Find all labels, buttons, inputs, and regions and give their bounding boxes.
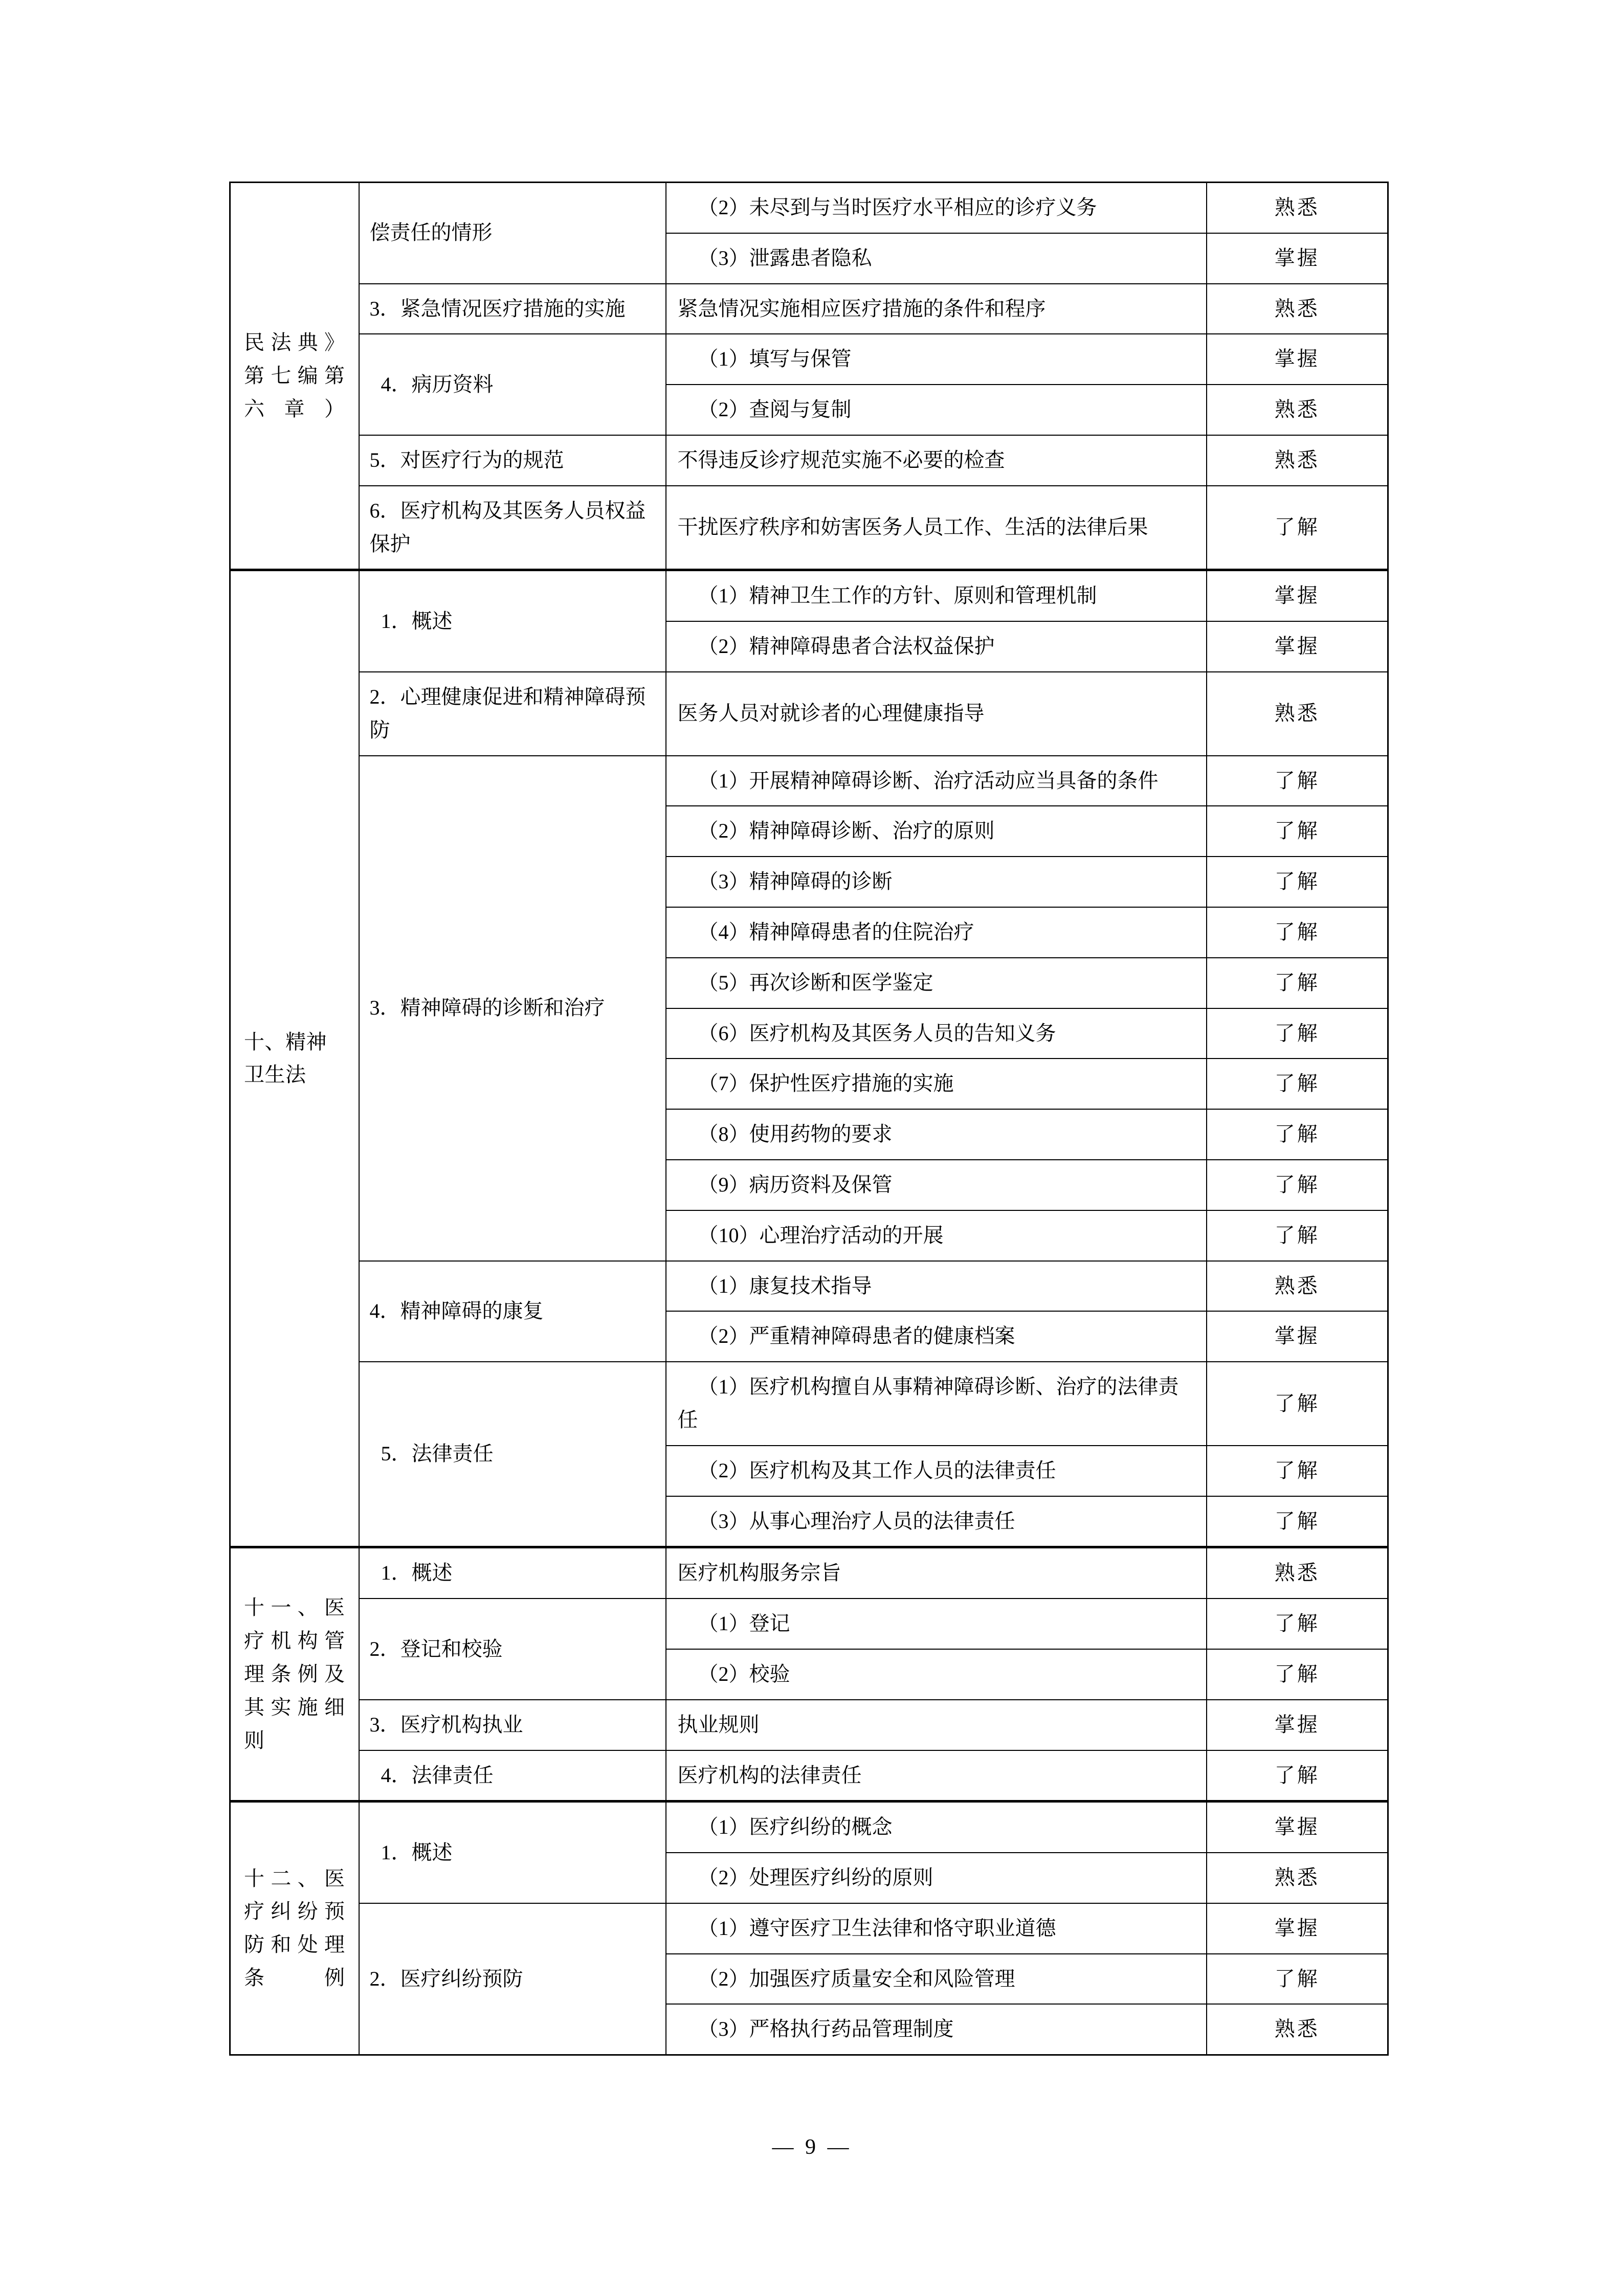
- detail-text: （3）精神障碍的诊断: [698, 870, 893, 893]
- topic-cell: [359, 435, 666, 486]
- detail-text: （2）未尽到与当时医疗水平相应的诊疗义务: [698, 196, 1097, 219]
- requirement-level-cell: [1207, 1261, 1388, 1312]
- table-row: [230, 756, 1388, 806]
- table-row: [230, 334, 1388, 385]
- law-section-label: 民法典》第七编第六章）: [244, 330, 345, 420]
- topic-cell: [359, 334, 666, 435]
- detail-cell: [666, 183, 1207, 233]
- detail-cell: [666, 1649, 1207, 1700]
- topic-label: 2．心理健康促进和精神障碍预防: [369, 685, 646, 741]
- table-row: [230, 570, 1388, 621]
- detail-cell: [666, 621, 1207, 672]
- requirement-level-label: 了解: [1274, 1612, 1320, 1635]
- law-section-cell: [230, 183, 359, 570]
- requirement-level-label: 了解: [1274, 1223, 1320, 1247]
- detail-text: （9）病历资料及保管: [698, 1173, 893, 1196]
- requirement-level-cell: [1207, 907, 1388, 958]
- detail-cell: [666, 1362, 1207, 1446]
- requirement-level-cell: [1207, 1802, 1388, 1853]
- syllabus-table-wrapper: [229, 182, 1387, 2056]
- topic-label: 3．医疗机构执业: [369, 1713, 523, 1736]
- requirement-level-cell: [1207, 486, 1388, 570]
- requirement-level-label: 熟悉: [1274, 196, 1320, 219]
- requirement-level-cell: [1207, 2004, 1388, 2055]
- detail-text: 干扰医疗秩序和妨害医务人员工作、生活的法律后果: [677, 515, 1148, 539]
- detail-text: 执业规则: [677, 1713, 760, 1736]
- table-row: [230, 1700, 1388, 1750]
- detail-cell: [666, 233, 1207, 284]
- requirement-level-label: 了解: [1274, 1967, 1320, 1990]
- detail-text: 医疗机构服务宗旨: [677, 1561, 841, 1585]
- requirement-level-cell: [1207, 1547, 1388, 1599]
- requirement-level-label: 熟悉: [1274, 1866, 1320, 1889]
- table-row: [230, 284, 1388, 334]
- requirement-level-label: 熟悉: [1274, 702, 1320, 725]
- topic-cell: [359, 1547, 666, 1599]
- requirement-level-label: 熟悉: [1274, 297, 1320, 320]
- requirement-level-cell: [1207, 806, 1388, 857]
- detail-text: （6）医疗机构及其医务人员的告知义务: [698, 1021, 1056, 1045]
- topic-label: 偿责任的情形: [369, 221, 493, 244]
- detail-text: （3）从事心理治疗人员的法律责任: [698, 1509, 1015, 1533]
- requirement-level-cell: [1207, 1649, 1388, 1700]
- detail-text: 紧急情况实施相应医疗措施的条件和程序: [677, 297, 1046, 320]
- topic-cell: [359, 1599, 666, 1700]
- requirement-level-cell: [1207, 1109, 1388, 1160]
- topic-cell: [359, 1750, 666, 1802]
- table-row: [230, 1750, 1388, 1802]
- page-number: — 9 —: [772, 2135, 852, 2159]
- detail-text: （2）精神障碍诊断、治疗的原则: [698, 819, 995, 843]
- detail-text: （5）再次诊断和医学鉴定: [698, 971, 933, 994]
- requirement-level-label: 了解: [1274, 1122, 1320, 1146]
- topic-cell: [359, 672, 666, 756]
- syllabus-table: [229, 182, 1389, 2056]
- detail-text: （1）开展精神障碍诊断、治疗活动应当具备的条件: [698, 769, 1159, 792]
- requirement-level-label: 了解: [1274, 1458, 1320, 1482]
- topic-label: 2．医疗纠纷预防: [369, 1967, 523, 1990]
- requirement-level-cell: [1207, 1362, 1388, 1446]
- table-row: [230, 672, 1388, 756]
- detail-text: （3）泄露患者隐私: [698, 246, 872, 269]
- detail-text: （1）医疗纠纷的概念: [698, 1815, 893, 1839]
- requirement-level-label: 熟悉: [1274, 1561, 1320, 1585]
- requirement-level-label: 了解: [1274, 870, 1320, 893]
- topic-cell: [359, 1700, 666, 1750]
- detail-cell: [666, 1700, 1207, 1750]
- requirement-level-label: 掌握: [1274, 584, 1320, 607]
- detail-cell: [666, 806, 1207, 857]
- detail-cell: [666, 1903, 1207, 1954]
- requirement-level-cell: [1207, 1008, 1388, 1059]
- topic-label: 2．登记和校验: [369, 1637, 503, 1660]
- requirement-level-label: 了解: [1274, 819, 1320, 843]
- topic-label: 4．精神障碍的康复: [369, 1299, 544, 1322]
- requirement-level-label: 掌握: [1274, 1815, 1320, 1839]
- topic-label: 4．病历资料: [381, 372, 494, 396]
- requirement-level-label: 掌握: [1274, 347, 1320, 371]
- requirement-level-label: 了解: [1274, 1391, 1320, 1415]
- detail-text: （2）加强医疗质量安全和风险管理: [698, 1967, 1015, 1990]
- detail-cell: [666, 1008, 1207, 1059]
- detail-cell: [666, 672, 1207, 756]
- requirement-level-label: 熟悉: [1274, 2017, 1320, 2041]
- detail-cell: [666, 284, 1207, 334]
- detail-text: （2）医疗机构及其工作人员的法律责任: [698, 1458, 1056, 1482]
- detail-text: 医疗机构的法律责任: [677, 1763, 862, 1787]
- table-row: [230, 1362, 1388, 1446]
- detail-cell: [666, 570, 1207, 621]
- requirement-level-label: 掌握: [1274, 246, 1320, 269]
- requirement-level-cell: [1207, 1496, 1388, 1547]
- requirement-level-label: 了解: [1274, 1509, 1320, 1533]
- requirement-level-label: 了解: [1274, 1763, 1320, 1787]
- requirement-level-label: 了解: [1274, 515, 1320, 539]
- law-section-cell: [230, 570, 359, 1547]
- detail-text: （1）登记: [698, 1612, 790, 1635]
- detail-text: （7）保护性医疗措施的实施: [698, 1072, 954, 1095]
- requirement-level-cell: [1207, 1446, 1388, 1496]
- requirement-level-label: 熟悉: [1274, 1274, 1320, 1297]
- table-row: [230, 1261, 1388, 1312]
- requirement-level-cell: [1207, 435, 1388, 486]
- topic-cell: [359, 1903, 666, 2055]
- requirement-level-label: 熟悉: [1274, 398, 1320, 421]
- table-row: [230, 1903, 1388, 1954]
- requirement-level-cell: [1207, 1210, 1388, 1261]
- law-section-cell: [230, 1547, 359, 1802]
- topic-cell: [359, 756, 666, 1261]
- topic-label: 3．紧急情况医疗措施的实施: [369, 297, 626, 320]
- detail-text: 不得违反诊疗规范实施不必要的检查: [677, 448, 1005, 471]
- requirement-level-cell: [1207, 1853, 1388, 1903]
- detail-cell: [666, 1109, 1207, 1160]
- detail-text: （2）校验: [698, 1662, 790, 1685]
- requirement-level-cell: [1207, 570, 1388, 621]
- detail-text: （1）康复技术指导: [698, 1274, 872, 1297]
- detail-cell: [666, 1261, 1207, 1312]
- requirement-level-cell: [1207, 1059, 1388, 1109]
- requirement-level-cell: [1207, 183, 1388, 233]
- law-section-label: 十二、医疗纠纷预防和处理条例: [244, 1866, 345, 1990]
- topic-label: 3．精神障碍的诊断和治疗: [369, 996, 605, 1020]
- table-row: [230, 1599, 1388, 1649]
- requirement-level-cell: [1207, 756, 1388, 806]
- detail-text: （8）使用药物的要求: [698, 1122, 893, 1146]
- detail-text: （1）医疗机构擅自从事精神障碍诊断、治疗的法律责任: [677, 1375, 1179, 1431]
- topic-label: 1．概述: [381, 609, 453, 633]
- requirement-level-label: 了解: [1274, 1662, 1320, 1685]
- detail-cell: [666, 1496, 1207, 1547]
- detail-text: （1）填写与保管: [698, 347, 852, 371]
- requirement-level-label: 了解: [1274, 769, 1320, 792]
- requirement-level-label: 了解: [1274, 920, 1320, 943]
- requirement-level-cell: [1207, 1700, 1388, 1750]
- table-row: [230, 486, 1388, 570]
- detail-cell: [666, 756, 1207, 806]
- requirement-level-label: 掌握: [1274, 1324, 1320, 1348]
- detail-text: （2）处理医疗纠纷的原则: [698, 1866, 933, 1889]
- detail-text: （2）精神障碍患者合法权益保护: [698, 635, 995, 658]
- detail-cell: [666, 1954, 1207, 2005]
- topic-cell: [359, 486, 666, 570]
- requirement-level-cell: [1207, 1160, 1388, 1210]
- detail-cell: [666, 334, 1207, 385]
- requirement-level-cell: [1207, 1599, 1388, 1649]
- topic-cell: [359, 1261, 666, 1362]
- topic-cell: [359, 1362, 666, 1547]
- detail-text: （2）严重精神障碍患者的健康档案: [698, 1324, 1015, 1348]
- law-section-cell: [230, 1802, 359, 2055]
- law-section-label: 十一、医疗机构管理条例及其实施细则: [244, 1596, 345, 1752]
- detail-text: （1）精神卫生工作的方针、原则和管理机制: [698, 584, 1097, 607]
- topic-label: 6．医疗机构及其医务人员权益保护: [369, 499, 646, 555]
- table-row: [230, 1802, 1388, 1853]
- topic-label: 1．概述: [381, 1561, 453, 1585]
- requirement-level-label: 了解: [1274, 1072, 1320, 1095]
- detail-text: （3）严格执行药品管理制度: [698, 2017, 954, 2041]
- topic-label: 4．法律责任: [381, 1763, 494, 1787]
- detail-cell: [666, 907, 1207, 958]
- detail-cell: [666, 857, 1207, 907]
- detail-cell: [666, 1750, 1207, 1802]
- requirement-level-cell: [1207, 672, 1388, 756]
- topic-cell: [359, 1802, 666, 1903]
- detail-cell: [666, 1802, 1207, 1853]
- topic-cell: [359, 284, 666, 334]
- requirement-level-label: 掌握: [1274, 1916, 1320, 1940]
- requirement-level-cell: [1207, 1954, 1388, 2005]
- requirement-level-cell: [1207, 1750, 1388, 1802]
- requirement-level-cell: [1207, 621, 1388, 672]
- detail-text: （10）心理治疗活动的开展: [698, 1223, 944, 1247]
- detail-cell: [666, 2004, 1207, 2055]
- requirement-level-label: 了解: [1274, 1173, 1320, 1196]
- requirement-level-cell: [1207, 334, 1388, 385]
- requirement-level-cell: [1207, 385, 1388, 435]
- topic-cell: [359, 570, 666, 672]
- syllabus-table-body: [230, 183, 1388, 2055]
- detail-text: （1）遵守医疗卫生法律和恪守职业道德: [698, 1916, 1056, 1940]
- detail-cell: [666, 1311, 1207, 1362]
- topic-label: 5．对医疗行为的规范: [369, 448, 564, 471]
- detail-cell: [666, 1160, 1207, 1210]
- table-row: [230, 1547, 1388, 1599]
- topic-cell: [359, 183, 666, 284]
- requirement-level-label: 掌握: [1274, 1713, 1320, 1736]
- table-row: [230, 183, 1388, 233]
- requirement-level-label: 掌握: [1274, 635, 1320, 658]
- law-section-label: 十、精神卫生法: [244, 1030, 327, 1087]
- detail-cell: [666, 958, 1207, 1008]
- detail-text: 医务人员对就诊者的心理健康指导: [677, 702, 985, 725]
- detail-cell: [666, 486, 1207, 570]
- detail-cell: [666, 1210, 1207, 1261]
- requirement-level-label: 熟悉: [1274, 448, 1320, 471]
- detail-cell: [666, 1059, 1207, 1109]
- requirement-level-label: 了解: [1274, 971, 1320, 994]
- detail-cell: [666, 385, 1207, 435]
- requirement-level-cell: [1207, 284, 1388, 334]
- detail-cell: [666, 1599, 1207, 1649]
- requirement-level-cell: [1207, 857, 1388, 907]
- requirement-level-label: 了解: [1274, 1021, 1320, 1045]
- requirement-level-cell: [1207, 1311, 1388, 1362]
- table-row: [230, 435, 1388, 486]
- detail-cell: [666, 1853, 1207, 1903]
- requirement-level-cell: [1207, 958, 1388, 1008]
- requirement-level-cell: [1207, 1903, 1388, 1954]
- requirement-level-cell: [1207, 233, 1388, 284]
- detail-cell: [666, 1446, 1207, 1496]
- detail-cell: [666, 435, 1207, 486]
- topic-label: 5．法律责任: [381, 1442, 494, 1466]
- detail-text: （4）精神障碍患者的住院治疗: [698, 920, 974, 943]
- topic-label: 1．概述: [381, 1840, 453, 1864]
- detail-cell: [666, 1547, 1207, 1599]
- detail-text: （2）查阅与复制: [698, 398, 852, 421]
